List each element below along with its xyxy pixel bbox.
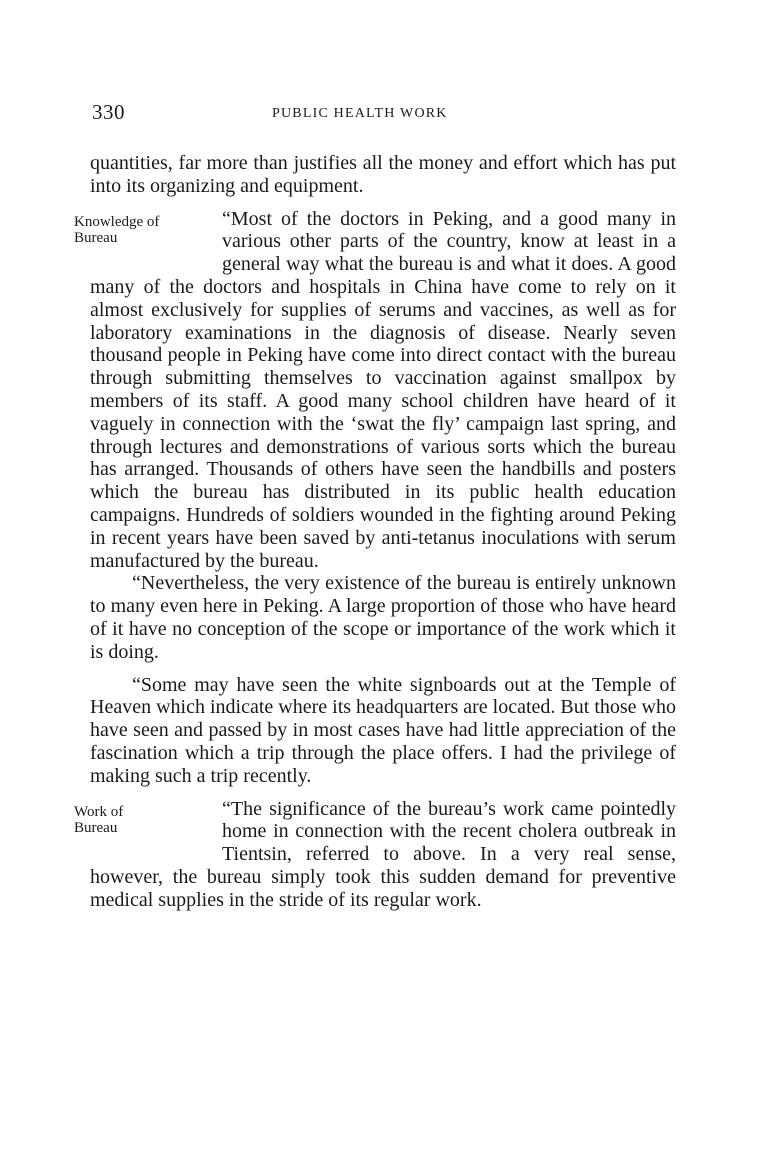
margin-note-line: Work of xyxy=(74,803,124,820)
paragraph-block-knowledge xyxy=(74,207,676,573)
margin-note-line: Bureau xyxy=(74,819,118,836)
running-head: PUBLIC HEALTH WORK xyxy=(272,106,448,121)
paragraph: “Nevertheless, the very existence of the bureau is entirely unknown to many even here in Peking. A large proportion of those who have heard of it have no conception of the scope or importance of the work which it is doing. xyxy=(90,572,676,663)
paragraph: “Most of the doctors in Peking, and a good many in various other parts of the country, know at least in a general way what the bureau is and what it does. A good many of the doctors and hospitals in China have come to rely on it almost exclusively for supplies of serums and vaccines, as well as for laboratory examinations in the diagnosis of disease. Nearly seven thousand people in Peking have come into direct contact with the bureau through submitting themselves to vaccination against smallpox by members of its staff. A good many school children have heard of it vaguely in connection with the ‘swat the fly’ campaign last spring, and through lectures and demonstrations of various sorts which the bureau has arranged. Thousands of others have seen the handbills and posters which the bureau has distributed in its public health education campaigns. Hundreds of soldiers wounded in the fighting around Peking in recent years have been saved by anti-tetanus inoculations with serum manufactured by the bureau. xyxy=(90,207,676,572)
body-text xyxy=(74,152,676,912)
margin-note-line: Bureau xyxy=(74,229,118,246)
margin-note-work-of-bureau xyxy=(74,798,214,866)
paragraph-block-work xyxy=(74,797,676,912)
margin-note-line: Knowledge of xyxy=(74,213,160,230)
page-number: 330 xyxy=(92,100,125,124)
paragraph: “The significance of the bureau’s work came pointedly home in connection with the recent cholera outbreak in Tientsin, referred to above. In a very real sense, however, the bureau simply took this sudden demand for preventive medical supplies in the stride of its regular work. xyxy=(90,797,676,911)
page-header xyxy=(92,100,682,130)
margin-note-knowledge-of-bureau xyxy=(74,208,214,276)
paragraph: “Some may have seen the white signboards out at the Temple of Heaven which indicate where its headquarters are located. But those who have seen and passed by in most cases have had little appreciation of the fascination which a trip through the place offers. I had the privilege of making such a trip recently. xyxy=(90,673,676,787)
paragraph-continuation: quantities, far more than justifies all the money and effort which has put into its organizing and equipment. xyxy=(90,152,676,197)
